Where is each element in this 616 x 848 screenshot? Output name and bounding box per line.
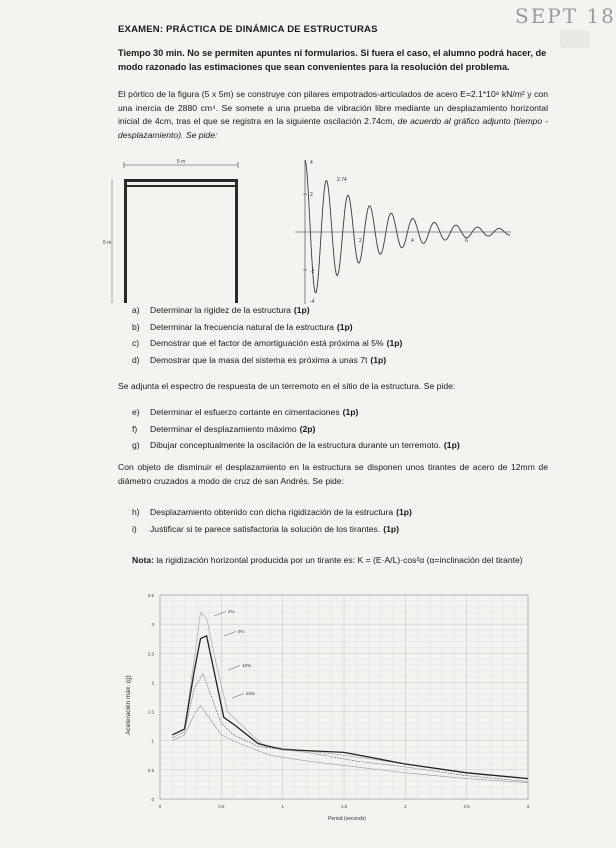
question-item <box>132 352 402 369</box>
spectrum-x-tick: 1 <box>281 804 284 809</box>
question-label: f) <box>132 423 138 434</box>
y-tick: -4 <box>310 299 315 305</box>
decay-curve <box>305 160 510 293</box>
spectrum-ylabel: Aceleración máx. (g) <box>125 675 132 735</box>
spectrum-x-tick: 2 <box>404 804 407 809</box>
damping-label-leader <box>214 612 226 617</box>
y-tick: 4 <box>310 160 313 166</box>
question-text: Determinar la frecuencia natural de la estructura <box>150 321 334 332</box>
question-text: Determinar la rigidez de la estructura <box>150 305 291 315</box>
spectrum-x-tick: 2.5 <box>463 804 470 809</box>
damping-label: 10% <box>242 663 252 668</box>
question-points: (1p) <box>383 523 399 534</box>
question-label: i) <box>132 523 137 534</box>
damping-label-leader <box>228 666 240 671</box>
questions-group-3 <box>132 504 412 537</box>
intro-text: El pórtico de la figura (5 x 5m) se construye con pilares empotrados-articulados de acero E=2.1*10⁸ kN/m² y con una inercia de 2880 cm⁴. Se somete a una prueba de vibración libre mediante un desplazamiento horizontal inicial de 4cm, tras el que se registra en la siguiente oscilación 2.74cm, <box>118 89 548 127</box>
spectrum-xlabel: Period (seconds) <box>328 816 366 822</box>
question-label: h) <box>132 507 140 517</box>
spectrum-y-tick: 3.5 <box>147 593 154 598</box>
x-tick: 4 <box>411 238 414 244</box>
scan-artifact <box>560 30 590 48</box>
question-item <box>132 504 412 521</box>
spectrum-x-tick: 0.5 <box>218 804 225 809</box>
question-text: Demostrar que el factor de amortiguación está próxima al 5% <box>150 338 384 348</box>
question-points: (1p) <box>342 407 359 417</box>
note-text: la rigidización horizontal producida por un tirante es: K = (E·A/L)·cos²α (α=inclinación del tirante) <box>153 555 523 565</box>
questions-group-2 <box>132 404 460 454</box>
frame-height-label: 5 m <box>103 240 112 246</box>
question-label: a) <box>132 305 140 315</box>
question-text: Demostrar que la masa del sistema es próxima a unas 7t <box>150 354 368 365</box>
peak-label: 2.74 <box>337 177 347 183</box>
portal-frame-figure <box>100 156 250 306</box>
spectrum-x-tick: 0 <box>158 804 162 809</box>
braces-paragraph: Con objeto de disminuir el desplazamiento en la estructura se disponen unos tirantes de acero de 12mm de diámetro cruzados a modo de cruz de san Andrés. Se pide: <box>118 462 548 486</box>
question-text: Justificar si te parece satisfactoria la solución de los tirantes. <box>150 523 381 534</box>
question-text: Determinar el desplazamiento máximo <box>150 423 297 434</box>
question-label: d) <box>132 354 140 365</box>
spectrum-y-tick: 0 <box>151 797 154 802</box>
question-text: Desplazamiento obtenido con dicha rigidización de la estructura <box>150 507 394 517</box>
exam-title: EXAMEN: PRÁCTICA DE DINÁMICA DE ESTRUCTURAS <box>118 24 378 35</box>
question-item <box>132 421 460 438</box>
question-label: e) <box>132 407 140 417</box>
question-item <box>132 404 460 421</box>
damping-curve-2 <box>172 674 528 782</box>
question-item <box>132 319 402 336</box>
question-item <box>132 335 402 352</box>
question-text: Determinar el esfuerzo cortante en cimentaciones <box>150 407 340 417</box>
question-points: (1p) <box>396 507 412 517</box>
spectrum-y-tick: 1.5 <box>147 709 154 715</box>
exam-rules: Tiempo 30 min. No se permiten apuntes ni formularios. Si fuera el caso, el alumno podrá hacer, de modo razonado las estimaciones que sean convenientes para la resolución del problema. <box>118 48 547 72</box>
question-points: (1p) <box>370 354 387 365</box>
question-points: (1p) <box>386 338 403 348</box>
questions-group-1 <box>132 302 402 368</box>
y-tick: 2 <box>310 192 313 198</box>
spectrum-y-tick: 2.5 <box>147 651 154 657</box>
free-vibration-chart <box>285 156 515 308</box>
question-label: g) <box>132 440 140 450</box>
intro-italic: de acuerdo al gráfico adjunto (tiempo - desplazamiento). Se pide: <box>118 116 548 140</box>
damping-curve-1 <box>172 636 528 779</box>
y-tick: -2 <box>310 269 315 275</box>
note-line <box>132 555 523 565</box>
spectrum-x-tick: 1.5 <box>340 804 348 809</box>
question-text: Dibujar conceptualmente la oscilación de la estructura durante un terremoto. <box>150 440 441 450</box>
spectrum-x-tick: 3 <box>526 804 530 809</box>
damping-label: 2% <box>228 609 235 614</box>
x-tick: 6 <box>465 238 468 244</box>
response-spectrum-chart <box>110 585 540 825</box>
question-item <box>132 302 402 319</box>
damping-label-leader <box>224 632 236 637</box>
question-points: (1p) <box>336 321 353 332</box>
question-points: (2p) <box>299 423 316 434</box>
spectrum-y-tick: 3 <box>151 622 154 628</box>
frame-width-label: 5 m <box>176 159 186 165</box>
damping-label: 20% <box>246 691 256 696</box>
question-points: (1p) <box>443 440 460 450</box>
question-label: c) <box>132 338 140 348</box>
spectrum-y-tick: 1 <box>151 738 154 744</box>
x-tick: 2 <box>359 238 362 244</box>
note-label: Nota: <box>132 555 154 565</box>
spectrum-y-tick: 2 <box>151 680 154 686</box>
intro-paragraph <box>118 88 548 142</box>
damping-label: 5% <box>238 629 245 634</box>
date-stamp: SEPT 18 <box>515 4 616 28</box>
question-item <box>132 437 460 454</box>
question-label: b) <box>132 321 140 332</box>
spectrum-intro: Se adjunta el espectro de respuesta de un terremoto en el sitio de la estructura. Se pide: <box>118 381 456 391</box>
question-points: (1p) <box>293 305 310 315</box>
spectrum-y-tick: 0.5 <box>147 767 154 773</box>
question-item <box>132 521 412 538</box>
